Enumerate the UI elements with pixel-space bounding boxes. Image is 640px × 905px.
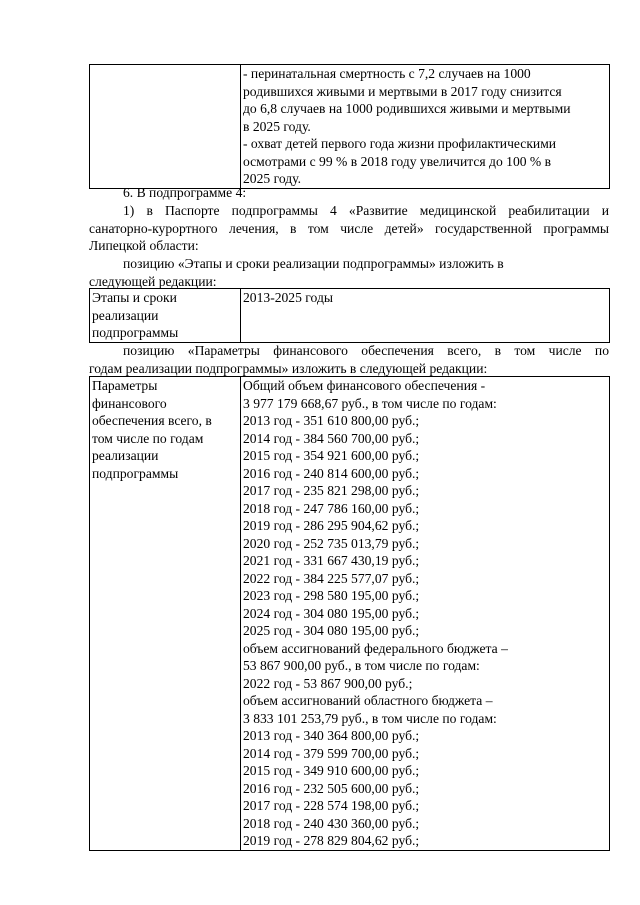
table-stages [89, 288, 610, 343]
text-line: родившихся живыми и мертвыми в 2017 году снизится [243, 83, 562, 99]
table-cell-left: Этапы и сроки реализации подпрограммы [90, 289, 241, 343]
table-targets [89, 64, 610, 189]
item-paragraph [89, 202, 609, 255]
table-cell-right [241, 65, 610, 189]
table-row [90, 65, 610, 189]
table-cell-left [90, 65, 241, 189]
table-finance [89, 376, 610, 851]
table-row [90, 289, 610, 343]
text-line: 2025 году. [243, 171, 301, 186]
text-line: до 6,8 случаев на 1000 родившихся живыми и мертвыми [243, 101, 571, 116]
text-line: годам реализации подпрограммы» изложить в следующей редакции: [89, 360, 488, 376]
text-line: осмотрами с 99 % в 2018 году увеличится до 100 % в [243, 153, 552, 169]
text-line: 1) в Паспорте подпрограммы 4 «Развитие медицинской реабилитации и [123, 203, 609, 218]
text-line: позицию «Этапы и сроки реализации подпрограммы» изложить в [123, 256, 504, 271]
table-cell-right: 2013-2025 годы [241, 289, 610, 343]
table-row [90, 377, 610, 851]
text-line: санаторно-курортного лечения, в том числе детей» государственной программы [89, 220, 609, 236]
text-line: Липецкой области: [89, 238, 199, 254]
text-line: в 2025 году. [243, 118, 311, 134]
section-heading: 6. В подпрограмме 4: [123, 185, 247, 200]
text-line: позицию «Параметры финансового обеспечения всего, в том числе по [123, 343, 609, 358]
text-line: - перинатальная смертность с 7,2 случаев на 1000 [243, 66, 531, 81]
text-line: следующей редакции: [89, 273, 217, 289]
finance-intro [89, 342, 609, 377]
stages-intro [89, 255, 609, 290]
table-cell-right: Общий объем финансового обеспечения - 3 977 179 668,67 руб., в том числе по годам: 2013 год - 351 610 800,00 руб.; 2014 год - 384 560 700,00 руб.; 2015 год - 354 921 600,00 руб.; 2016 год - 240 814 600,00 руб.; 2017 год - 235 821 298,00 руб.; 2018 год - 247 786 160,00 руб.; 2019 год - 286 295 904,62 руб.; 2020 год - 252 735 013,79 руб.; 2021 год - 331 667 430,19 руб.; 2022 год - 384 225 577,07 руб.; 2023 год - 298 580 195,00 руб.; 2024 год - 304 080 195,00 руб.; 2025 год - 304 080 195,00 руб.; объем ассигнований федерального бюджета – 53 867 900,00 руб., в том числе по годам: 2022 год - 53 867 900,00 руб.; объем ассигнований областного бюджета – 3 833 101 253,79 руб., в том числе по годам: 2013 год - 340 364 800,00 руб.; 2014 год - 379 599 700,00 руб.; 2015 год - 349 910 600,00 руб.; 2016 год - 232 505 600,00 руб.; 2017 год - 228 574 198,00 руб.; 2018 год - 240 430 360,00 руб.; 2019 год - 278 829 804,62 руб.; [241, 377, 610, 851]
table-cell-left: Параметры финансового обеспечения всего, в том числе по годам реализации подпрограммы [90, 377, 241, 851]
text-line: - охват детей первого года жизни профилактическими [243, 136, 557, 151]
